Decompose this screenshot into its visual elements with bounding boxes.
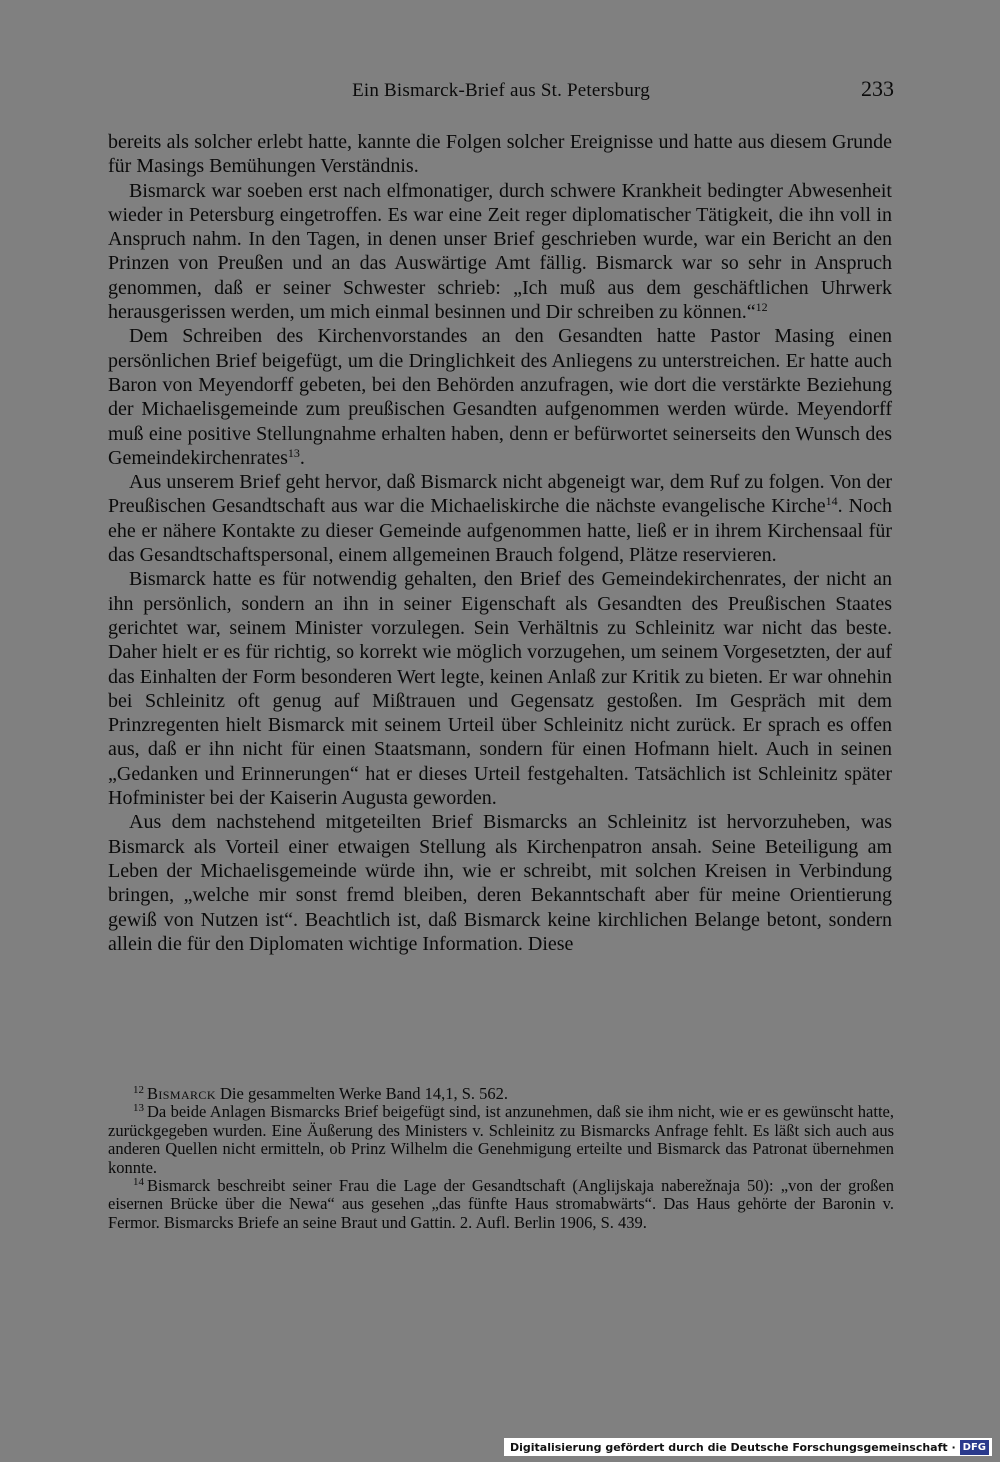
digitization-credit: Digitalisierung gefördert durch die Deutsche Forschungsgemeinschaft · <box>509 1440 956 1454</box>
paragraph-text: . <box>299 446 305 469</box>
footnote-number: 12 <box>133 1084 144 1096</box>
footnote-ref[interactable]: 14 <box>825 494 838 509</box>
paragraph: Bismarck hatte es für notwendig gehalten, den Brief des Gemeindekirchenrates, der nicht an ihn persönlich, sondern an ihn in seiner Eigenschaft als Gesandten des Preußischen Staates gerichtet war, seinem Minister vorzulegen. Sein Verhältnis zu Schleinitz war nicht das beste. Daher hielt er es für richtig, so korrekt wie möglich vorzugehen, um seinem Vorgesetzten, der auf das Einhalten der Form besonderen Wert legte, keinen Anlaß zur Kritik zu bieten. Er war ohnehin bei Schleinitz oft genug auf Mißtrauen und Gegensatz gestoßen. Im Gespräch mit dem Prinzregenten hielt Bismarck mit seinem Urteil über Schleinitz nicht zurück. Er sprach es offen aus, daß er ihn nicht für einen Staatsmann, sondern für einen Hofmann hielt. Auch in seinen „Gedanken und Erinnerungen“ hat er dieses Urteil festgehalten. Tatsächlich ist Schleinitz später Hofminister bei der Kaiserin Augusta geworden. <box>108 568 892 810</box>
footnote-text: Da beide Anlagen Bismarcks Brief beigefügt sind, ist anzunehmen, daß sie ihm nicht, wie er es gewünscht hatte, zurückgegeben wurden. Eine Äußerung des Ministers v. Schleinitz zu Bismarcks Anfrage fehlt. Es läßt sich auch aus anderen Quellen nicht ermitteln, ob Prinz Wilhelm die Genehmigung erteilte und Bismarck das Patronat übernehmen konnte. <box>108 1102 894 1177</box>
paragraph: Aus dem nachstehend mitgeteilten Brief Bismarcks an Schleinitz ist hervorzuheben, was Bismarck als Vorteil einer etwaigen Stellung als Kirchenpatron ansah. Seine Beteiligung am Leben der Michaelisgemeinde würde ihn, wie er schreibt, mit solchen Kreisen in Verbindung bringen, „welche mir sonst fremd bleiben, deren Bekanntschaft aber für meine Orientierung gewiß von Nutzen ist“. Beachtlich ist, daß Bismarck keine kirchlichen Belange betont, sondern allein die für den Diplomaten wichtige Information. Diese <box>108 811 892 955</box>
paragraph-text: Aus unserem Brief geht hervor, daß Bismarck nicht abgeneigt war, dem Ruf zu folgen. Von der Preußischen Gesandtschaft aus war die Michaeliskirche die nächste evangelische Kirche <box>108 471 892 518</box>
footnote-author: Bismarck <box>147 1084 216 1103</box>
paragraph-text: . Noch ehe er nähere Kontakte zu dieser Gemeinde aufgenommen hatte, ließ er in ihrem Kirchensaal für das Gesandtschaftspersonal, einem allgemeinen Brauch folgend, Plätze reservieren. <box>108 495 892 567</box>
footnote <box>108 1177 894 1232</box>
running-header <box>108 76 894 106</box>
footnote-number: 13 <box>133 1102 144 1115</box>
paragraph: bereits als solcher erlebt hatte, kannte die Folgen solcher Ereignisse und hatte aus diesem Grunde für Masings Bemühungen Verständnis. <box>108 131 892 178</box>
footnote-ref[interactable]: 12 <box>755 300 768 315</box>
footnote-number: 14 <box>133 1176 144 1189</box>
paragraph-text: Dem Schreiben des Kirchenvorstandes an den Gesandten hatte Pastor Masing einen persönlichen Brief beigefügt, um die Dringlichkeit des Anliegens zu unterstreichen. Er hatte auch Baron von Meyendorff gebeten, bei den Behörden anzufragen, wie dort die verstärkte Beziehung der Michaelisgemeinde zum preußischen Gesandten aufgenommen werden würde. Meyendorff muß eine positive Stellungnahme erhalten haben, denn er befürwortet seinerseits den Wunsch des Gemeindekirchenrates <box>108 325 892 469</box>
paragraph <box>108 324 892 470</box>
footnotes <box>108 1085 894 1232</box>
dfg-logo[interactable]: DFG <box>960 1440 989 1455</box>
running-title: Ein Bismarck-Brief aus St. Petersburg <box>352 80 650 101</box>
footnote <box>108 1085 894 1103</box>
paragraph <box>108 179 892 325</box>
body-text <box>108 130 892 956</box>
footnote-ref[interactable]: 13 <box>287 445 300 460</box>
footnote <box>108 1103 894 1177</box>
footnote-text: Bismarck beschreibt seiner Frau die Lage der Gesandtschaft (Anglijskaja naberežnaja 50): „von der großen eisernen Brücke über die Newa“ aus gesehen „das fünfte Haus stromabwärts“. Das Haus gehörte der Baronin v. Fermor. Bismarcks Briefe an seine Braut und Gattin. 2. Aufl. Berlin 1906, S. 439. <box>108 1176 894 1232</box>
page-number: 233 <box>861 76 894 101</box>
paragraph-text: Bismarck war soeben erst nach elfmonatiger, durch schwere Krankheit bedingter Abwesenheit wieder in Petersburg eingetroffen. Es war eine Zeit reger diplomatischer Tätigkeit, die ihn voll in Anspruch nahm. In den Tagen, in denen unser Brief geschrieben wurde, war ein Bericht an den Prinzen von Preußen und an das Auswärtige Amt fällig. Bismarck war so sehr in Anspruch genommen, daß er seiner Schwester schrieb: „Ich muß aus dem geschäftlichen Uhrwerk herausgerissen werden, um mich einmal besinnen und Dir schreiben zu können.“ <box>108 179 892 324</box>
footnote-text: Die gesammelten Werke Band 14,1, S. 562. <box>215 1084 508 1103</box>
digitization-credit-bar <box>504 1438 992 1456</box>
paragraph <box>108 470 892 567</box>
